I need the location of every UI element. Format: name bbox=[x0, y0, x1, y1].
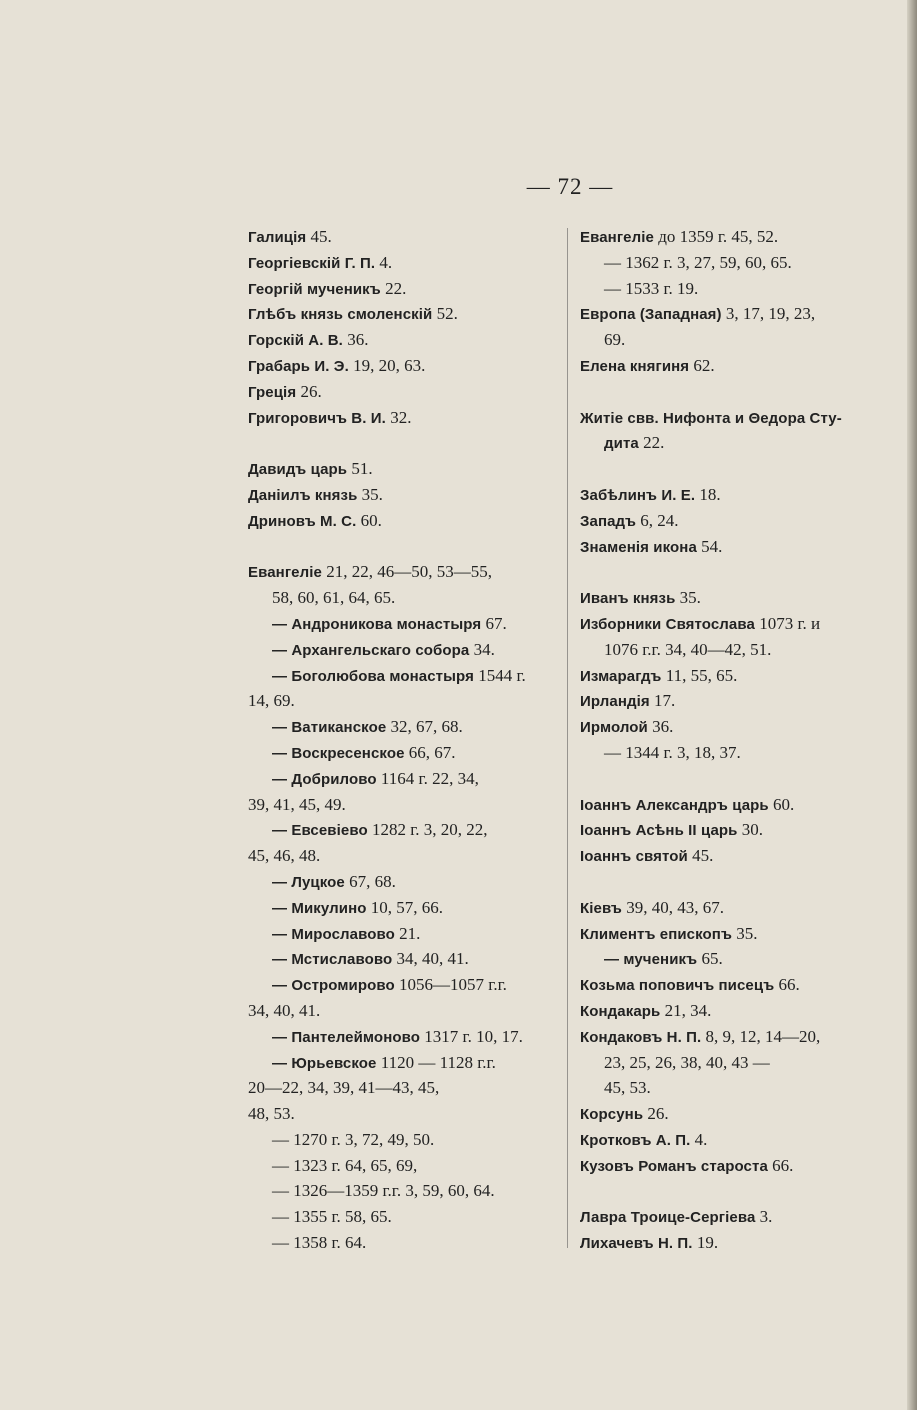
entry-page-refs: 4. bbox=[690, 1129, 708, 1149]
entry-headword: Иванъ князь bbox=[580, 590, 676, 608]
entry-page-refs: 67, 68. bbox=[344, 871, 396, 891]
entry-headword: — Мирославово bbox=[272, 925, 395, 943]
index-entry bbox=[580, 405, 895, 431]
index-entry bbox=[248, 1127, 566, 1153]
entry-headword: Кротковъ А. П. bbox=[580, 1131, 691, 1149]
index-entry bbox=[580, 276, 895, 302]
entry-headword: Житіе свв. Нифонта и Θедора Сту- bbox=[580, 409, 842, 427]
entry-page-refs: 51. bbox=[347, 459, 373, 479]
entry-page-refs: 69. bbox=[604, 330, 626, 350]
entry-headword: — Луцкое bbox=[272, 873, 345, 891]
entry-page-refs: 10, 57, 66. bbox=[366, 897, 444, 917]
entry-headword: Евангеліе bbox=[580, 229, 654, 246]
entry-page-refs: 1076 г.г. 34, 40—42, 51. bbox=[604, 639, 772, 659]
index-entry bbox=[580, 585, 895, 611]
entry-page-refs: 4. bbox=[375, 252, 393, 272]
index-entry bbox=[248, 895, 566, 921]
entry-headword: Знаменія икона bbox=[580, 538, 697, 556]
entry-page-refs: 62. bbox=[689, 355, 715, 375]
index-entry bbox=[248, 766, 566, 792]
entry-page-refs: 36. bbox=[647, 717, 674, 737]
entry-headword: Западъ bbox=[580, 512, 637, 530]
index-column-right bbox=[580, 224, 895, 1256]
index-entry bbox=[248, 843, 566, 869]
index-entry bbox=[248, 1024, 566, 1050]
index-entry bbox=[248, 998, 566, 1024]
entry-headword: Елена княгиня bbox=[580, 357, 690, 375]
index-entry bbox=[580, 1024, 895, 1050]
section-gap bbox=[580, 379, 895, 405]
index-entry bbox=[580, 663, 895, 689]
entry-headword: Дриновъ М. С. bbox=[248, 512, 357, 530]
entry-page-refs: 52. bbox=[432, 304, 458, 324]
index-entry bbox=[580, 714, 895, 740]
entry-page-refs: 22. bbox=[638, 433, 665, 453]
entry-page-refs: 19. bbox=[692, 1233, 719, 1253]
entry-page-refs: — 1326—1359 г.г. 3, 59, 60, 64. bbox=[272, 1181, 495, 1201]
entry-page-refs: — 1344 г. 3, 18, 37. bbox=[604, 742, 741, 762]
page-number: — 72 — bbox=[526, 174, 614, 199]
entry-page-refs: 18. bbox=[695, 484, 721, 504]
index-entry bbox=[248, 921, 566, 947]
entry-headword: Козьма поповичъ писецъ bbox=[580, 977, 775, 995]
page-edge-shadow bbox=[907, 0, 917, 1410]
index-entry bbox=[580, 946, 895, 972]
index-entry bbox=[248, 972, 566, 998]
index-entry bbox=[580, 817, 895, 843]
entry-headword: — Ватиканское bbox=[272, 719, 387, 737]
entry-page-refs: 66, 67. bbox=[404, 742, 456, 762]
entry-headword: Изборники Святослава bbox=[580, 615, 755, 633]
entry-page-refs: — 1323 г. 64, 65, 69, bbox=[272, 1155, 418, 1175]
index-entry bbox=[248, 224, 566, 250]
entry-page-refs: до 1359 г. 45, 52. bbox=[653, 227, 779, 246]
entry-page-refs: 6, 24. bbox=[636, 510, 679, 530]
index-entry bbox=[248, 1153, 566, 1179]
index-entry bbox=[580, 611, 895, 637]
index-entry bbox=[580, 637, 895, 663]
index-entry bbox=[248, 714, 566, 740]
index-entry bbox=[248, 817, 566, 843]
entry-headword: — Архангельскаго собора bbox=[272, 641, 470, 659]
entry-page-refs: 45. bbox=[687, 846, 714, 866]
entry-headword: Грабарь И. Э. bbox=[248, 357, 349, 375]
index-entry bbox=[248, 740, 566, 766]
entry-page-refs: 35. bbox=[357, 484, 383, 504]
entry-page-refs: — 1270 г. 3, 72, 49, 50. bbox=[272, 1129, 435, 1149]
entry-headword: Григоровичъ В. И. bbox=[248, 409, 386, 427]
entry-page-refs: 45. bbox=[306, 227, 332, 246]
entry-page-refs: 20—22, 34, 39, 41—43, 45, bbox=[248, 1078, 440, 1098]
entry-headword: Іоаннъ Александръ царь bbox=[580, 796, 769, 814]
entry-headword: Іоаннъ Асѣнь II царь bbox=[580, 822, 738, 840]
index-entry bbox=[248, 869, 566, 895]
entry-headword: — мученикъ bbox=[604, 951, 698, 969]
entry-page-refs: 30. bbox=[737, 820, 763, 840]
entry-page-refs: 23, 25, 26, 38, 40, 43 — bbox=[604, 1052, 770, 1072]
entry-headword: Корсунь bbox=[580, 1106, 644, 1124]
section-gap bbox=[580, 559, 895, 585]
index-entry bbox=[580, 921, 895, 947]
index-entry bbox=[248, 327, 566, 353]
entry-page-refs: 34, 40, 41. bbox=[392, 949, 469, 969]
index-entry bbox=[248, 250, 566, 276]
entry-headword: Даніилъ князь bbox=[248, 486, 358, 504]
entry-page-refs: 11, 55, 65. bbox=[661, 665, 738, 685]
entry-headword: — Остромирово bbox=[272, 977, 395, 995]
index-entry bbox=[248, 379, 566, 405]
entry-page-refs: 60. bbox=[356, 510, 382, 530]
index-entry bbox=[248, 276, 566, 302]
entry-page-refs: 48, 53. bbox=[248, 1104, 295, 1124]
index-entry bbox=[248, 1050, 566, 1076]
entry-page-refs: — 1533 г. 19. bbox=[604, 278, 699, 298]
entry-headword: — Добрилово bbox=[272, 770, 377, 788]
entry-headword: — Пантелеймоново bbox=[272, 1028, 421, 1046]
entry-headword: — Боголюбова монастыря bbox=[272, 667, 474, 685]
index-entry bbox=[248, 1230, 566, 1256]
entry-page-refs: 39, 41, 45, 49. bbox=[248, 794, 346, 814]
entry-headword: Георгій мученикъ bbox=[248, 280, 381, 298]
index-entry bbox=[248, 1178, 566, 1204]
entry-page-refs: 22. bbox=[380, 278, 407, 298]
index-entry bbox=[580, 1101, 895, 1127]
index-entry bbox=[580, 1230, 895, 1256]
entry-page-refs: 34. bbox=[469, 639, 495, 659]
index-entry bbox=[580, 1153, 895, 1179]
entry-page-refs: 3, 17, 19, 23, bbox=[721, 304, 816, 324]
index-entry bbox=[580, 430, 895, 456]
entry-headword: Измарагдъ bbox=[580, 667, 662, 685]
entry-page-refs: 1120 — 1128 г.г. bbox=[376, 1052, 496, 1072]
entry-headword: Европа (Западная) bbox=[580, 306, 722, 324]
index-entry bbox=[580, 250, 895, 276]
entry-page-refs: 14, 69. bbox=[248, 691, 295, 711]
index-entry bbox=[248, 301, 566, 327]
entry-page-refs: 1282 г. 3, 20, 22, bbox=[367, 820, 488, 840]
entry-page-refs: 32, 67, 68. bbox=[386, 717, 463, 737]
entry-page-refs: 1317 г. 10, 17. bbox=[420, 1026, 523, 1046]
entry-headword: Кондакарь bbox=[580, 1002, 661, 1020]
index-entry bbox=[248, 508, 566, 534]
index-entry bbox=[248, 792, 566, 818]
section-gap bbox=[580, 1178, 895, 1204]
index-entry bbox=[580, 740, 895, 766]
index-entry bbox=[248, 688, 566, 714]
entry-headword: Ирмолой bbox=[580, 719, 648, 737]
entry-page-refs: 8, 9, 12, 14—20, bbox=[701, 1026, 821, 1046]
entry-page-refs: 35. bbox=[732, 923, 758, 943]
section-gap bbox=[580, 766, 895, 792]
index-entry bbox=[248, 1101, 566, 1127]
index-entry bbox=[248, 611, 566, 637]
entry-headword: Климентъ епископъ bbox=[580, 925, 732, 943]
index-entry bbox=[580, 972, 895, 998]
entry-headword: Глѣбъ князь смоленскій bbox=[248, 306, 433, 324]
entry-page-refs: 54. bbox=[696, 536, 723, 556]
index-entry bbox=[580, 301, 895, 327]
entry-headword: — Воскресенское bbox=[272, 744, 405, 762]
index-entry bbox=[248, 946, 566, 972]
column-divider bbox=[567, 228, 568, 1248]
entry-headword: Греція bbox=[248, 383, 297, 401]
entry-page-refs: 35. bbox=[675, 588, 701, 608]
entry-headword: Ирландія bbox=[580, 693, 650, 711]
entry-page-refs: 39, 40, 43, 67. bbox=[621, 897, 724, 917]
entry-page-refs: 21, 22, 46—50, 53—55, bbox=[321, 562, 492, 582]
entry-headword: — Андроникова монастыря bbox=[272, 615, 482, 633]
entry-headword: Кузовъ Романъ староста bbox=[580, 1157, 768, 1175]
index-entry bbox=[580, 1075, 895, 1101]
entry-page-refs: 1073 г. и bbox=[754, 613, 821, 633]
index-entry bbox=[248, 353, 566, 379]
entry-page-refs: 32. bbox=[385, 407, 412, 427]
entry-headword: — Евсевіево bbox=[272, 822, 368, 840]
entry-page-refs: — 1358 г. 64. bbox=[272, 1233, 367, 1253]
entry-headword: Евангеліе bbox=[248, 564, 322, 582]
entry-page-refs: 21, 34. bbox=[660, 1000, 712, 1020]
index-column-left bbox=[248, 224, 566, 1256]
entry-headword: дита bbox=[604, 435, 639, 453]
index-entry bbox=[248, 663, 566, 689]
entry-headword: Кондаковъ Н. П. bbox=[580, 1028, 702, 1046]
index-entry bbox=[580, 1050, 895, 1076]
index-entry bbox=[580, 998, 895, 1024]
entry-headword: — Микулино bbox=[272, 899, 367, 917]
entry-page-refs: 66. bbox=[767, 1155, 794, 1175]
section-gap bbox=[248, 534, 566, 560]
index-entry bbox=[580, 1204, 895, 1230]
index-entry bbox=[580, 843, 895, 869]
index-entry bbox=[580, 534, 895, 560]
index-entry bbox=[580, 482, 895, 508]
entry-page-refs: 1164 г. 22, 34, bbox=[376, 768, 479, 788]
entry-page-refs: 1056—1057 г.г. bbox=[394, 975, 507, 995]
entry-headword: Лавра Троице-Сергіева bbox=[580, 1209, 756, 1227]
entry-page-refs: 45, 46, 48. bbox=[248, 846, 321, 866]
index-entry bbox=[580, 895, 895, 921]
entry-page-refs: 45, 53. bbox=[604, 1078, 651, 1098]
entry-page-refs: 36. bbox=[342, 330, 369, 350]
index-entry bbox=[580, 224, 895, 250]
section-gap bbox=[580, 456, 895, 482]
entry-page-refs: — 1362 г. 3, 27, 59, 60, 65. bbox=[604, 252, 792, 272]
entry-page-refs: 65. bbox=[697, 949, 723, 969]
entry-headword: Георгіевскій Г. П. bbox=[248, 254, 376, 272]
index-entry bbox=[580, 327, 895, 353]
index-entry bbox=[248, 456, 566, 482]
index-entry bbox=[248, 585, 566, 611]
entry-page-refs: 60. bbox=[768, 794, 795, 814]
section-gap bbox=[248, 430, 566, 456]
entry-headword: Забѣлинъ И. Е. bbox=[580, 486, 696, 504]
index-entry bbox=[248, 1204, 566, 1230]
entry-page-refs: 26. bbox=[643, 1104, 669, 1124]
entry-page-refs: 34, 40, 41. bbox=[248, 1000, 321, 1020]
index-entry bbox=[248, 1075, 566, 1101]
entry-headword: Кіевъ bbox=[580, 899, 622, 917]
entry-headword: Галиція bbox=[248, 229, 307, 246]
entry-page-refs: — 1355 г. 58, 65. bbox=[272, 1207, 392, 1227]
entry-headword: — Мстиславово bbox=[272, 951, 393, 969]
index-entry bbox=[580, 688, 895, 714]
entry-page-refs: 58, 60, 61, 64, 65. bbox=[272, 588, 396, 608]
section-gap bbox=[580, 869, 895, 895]
entry-headword: Лихачевъ Н. П. bbox=[580, 1235, 693, 1253]
entry-page-refs: 19, 20, 63. bbox=[348, 355, 426, 375]
entry-headword: Горскій А. В. bbox=[248, 332, 343, 350]
index-entry bbox=[580, 792, 895, 818]
index-entry bbox=[248, 637, 566, 663]
entry-page-refs: 3. bbox=[755, 1207, 773, 1227]
index-entry bbox=[580, 508, 895, 534]
entry-headword: Давидъ царь bbox=[248, 461, 348, 479]
index-entry bbox=[248, 405, 566, 431]
index-entry bbox=[248, 482, 566, 508]
index-entry bbox=[580, 353, 895, 379]
entry-page-refs: 21. bbox=[394, 923, 421, 943]
entry-headword: Іоаннъ святой bbox=[580, 848, 688, 866]
entry-headword: — Юрьевское bbox=[272, 1054, 377, 1072]
entry-page-refs: 26. bbox=[296, 381, 322, 401]
entry-page-refs: 1544 г. bbox=[473, 665, 526, 685]
entry-page-refs: 67. bbox=[481, 613, 507, 633]
index-entry bbox=[248, 559, 566, 585]
entry-page-refs: 66. bbox=[774, 975, 800, 995]
index-entry bbox=[580, 1127, 895, 1153]
entry-page-refs: 17. bbox=[649, 691, 676, 711]
